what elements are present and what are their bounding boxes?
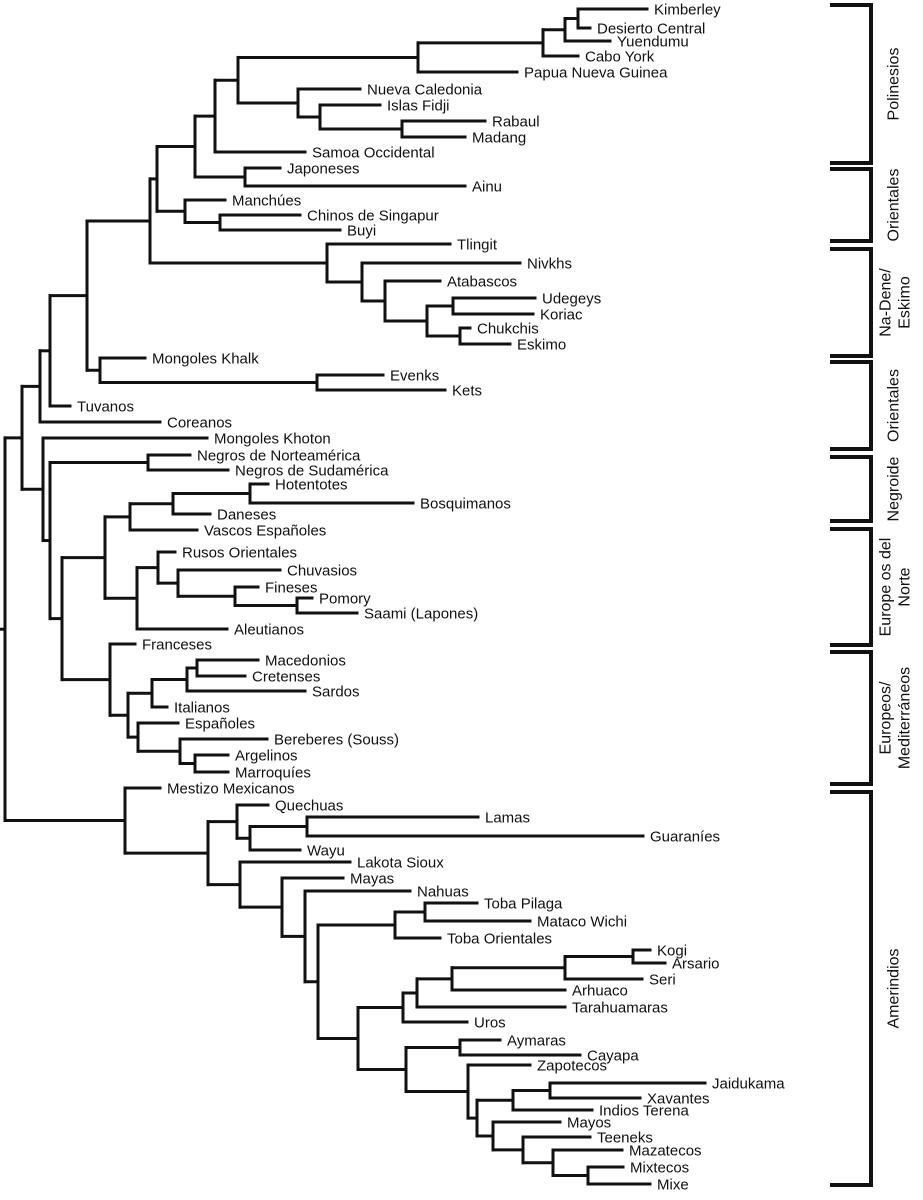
leaf-label-kogi: Kogi: [657, 942, 688, 960]
leaf-label-mataco-wichi: Mataco Wichi: [537, 913, 628, 931]
leaf-label-rusos-orientales: Rusos Orientales: [182, 544, 298, 562]
leaf-label-koriac: Koriac: [540, 306, 583, 324]
leaf-label-udegeys: Udegeys: [542, 290, 602, 308]
leaf-label-coreanos: Coreanos: [167, 414, 233, 432]
leaf-label-kets: Kets: [452, 382, 483, 400]
leaf-label-chuvasios: Chuvasios: [287, 562, 358, 580]
leaf-label-nahuas: Nahuas: [417, 883, 469, 901]
leaf-label-samoa-occidental: Samoa Occidental: [312, 144, 435, 162]
leaf-label-hotentotes: Hotentotes: [275, 476, 348, 494]
leaf-label-teeneks: Teeneks: [597, 1129, 653, 1147]
leaf-label-lamas: Lamas: [485, 809, 531, 827]
group-label-negroide: Negroide: [885, 456, 903, 522]
leaf-label-lakota-sioux: Lakota Sioux: [357, 854, 444, 872]
leaf-label-mixtecos: Mixtecos: [630, 1159, 690, 1177]
leaf-label-bosquimanos: Bosquimanos: [420, 495, 511, 513]
leaf-label-nueva-caledonia: Nueva Caledonia: [367, 81, 483, 99]
leaf-label-evenks: Evenks: [390, 367, 440, 385]
leaf-label-buyi: Buyi: [347, 222, 377, 240]
group-label-orientales: Orientales: [885, 369, 903, 442]
leaf-label-mongoles-khoton: Mongoles Khoton: [214, 430, 331, 448]
leaf-label-arhuaco: Arhuaco: [572, 982, 628, 1000]
leaf-label-madang: Madang: [472, 129, 527, 147]
leaf-label-marroquies: Marroquíes: [235, 764, 311, 782]
leaf-label-aymaras: Aymaras: [507, 1032, 566, 1050]
leaf-label-seri: Seri: [649, 971, 676, 989]
leaf-label-negros-de-sudamerica: Negros de Sudamérica: [235, 462, 389, 480]
leaf-label-fineses: Fineses: [265, 579, 318, 597]
group-label-orientales: Orientales: [885, 168, 903, 242]
leaf-label-desierto-central: Desierto Central: [597, 20, 706, 38]
leaf-label-mixe: Mixe: [657, 1176, 689, 1194]
leaf-label-guaranies: Guaraníes: [650, 828, 721, 846]
leaf-label-chinos-de-singapur: Chinos de Singapur: [307, 207, 439, 225]
leaf-label-yuendumu: Yuendumu: [617, 33, 689, 51]
leaf-label-tlingit: Tlingit: [457, 236, 498, 254]
leaf-label-quechuas: Quechuas: [275, 797, 344, 815]
leaf-label-argelinos: Argelinos: [235, 747, 298, 765]
leaf-label-sardos: Sardos: [312, 683, 360, 701]
group-label-europeos-mediterraneos-line1: Europeos/: [877, 681, 895, 755]
leaf-label-italianos: Italianos: [174, 699, 230, 717]
leaf-label-bereberes-souss: Bereberes (Souss): [274, 731, 400, 749]
leaf-label-espanoles: Españoles: [185, 715, 256, 733]
leaf-label-cayapa: Cayapa: [587, 1047, 639, 1065]
leaf-label-toba-pilaga: Toba Pilaga: [484, 895, 563, 913]
leaf-label-zapotecos: Zapotecos: [537, 1057, 608, 1075]
group-label-amerindios: Amerindios: [885, 948, 903, 1029]
leaf-label-mongoles-khalk: Mongoles Khalk: [152, 350, 259, 368]
leaf-label-nivkhs: Nivkhs: [527, 255, 573, 273]
leaf-label-cretenses: Cretenses: [252, 668, 321, 686]
leaf-label-tarahuamaras: Tarahuamaras: [572, 999, 668, 1017]
leaf-label-japoneses: Japoneses: [287, 160, 360, 178]
leaf-label-vascos-espanoles: Vascos Españoles: [204, 522, 327, 540]
leaf-label-franceses: Franceses: [142, 636, 213, 654]
leaf-label-arsario: Arsario: [672, 955, 720, 973]
leaf-label-xavantes: Xavantes: [647, 1090, 710, 1108]
group-label-europe-os-del-norte-line1: Europe os del: [877, 537, 895, 637]
leaf-label-ainu: Ainu: [472, 178, 503, 196]
leaf-label-wayu: Wayu: [307, 842, 345, 860]
leaf-label-uros: Uros: [474, 1014, 506, 1032]
leaf-label-pomory: Pomory: [319, 590, 371, 608]
leaf-label-cabo-york: Cabo York: [585, 48, 655, 66]
leaf-label-aleutianos: Aleutianos: [234, 621, 305, 639]
leaf-label-eskimo: Eskimo: [517, 336, 567, 354]
leaf-label-islas-fidji: Islas Fidji: [387, 97, 450, 115]
leaf-label-indios-terena: Indios Terena: [599, 1102, 689, 1120]
leaf-label-kimberley: Kimberley: [654, 1, 721, 19]
group-label-europe-os-del-norte-line2: Norte: [896, 567, 914, 607]
leaf-label-tuvanos: Tuvanos: [77, 398, 134, 416]
leaf-label-mazatecos: Mazatecos: [629, 1142, 702, 1160]
leaf-label-negros-de-norteamerica: Negros de Norteamérica: [197, 447, 361, 465]
leaf-label-chukchis: Chukchis: [477, 320, 539, 338]
leaf-label-toba-orientales: Toba Orientales: [447, 930, 553, 948]
leaf-label-manchues: Manchúes: [232, 192, 302, 210]
leaf-label-jaidukama: Jaidukama: [712, 1075, 785, 1093]
leaf-label-papua-nueva-guinea: Papua Nueva Guinea: [524, 64, 668, 82]
group-label-na-dene-eskimo-line2: Eskimo: [896, 276, 914, 329]
group-label-europeos-mediterraneos-line2: Mediterráneos: [896, 666, 914, 770]
group-label-na-dene-eskimo-line1: Na-Dene/: [877, 268, 895, 337]
leaf-label-macedonios: Macedonios: [265, 652, 346, 670]
leaf-label-atabascos: Atabascos: [447, 273, 518, 291]
leaf-label-saami-lapones: Saami (Lapones): [364, 605, 479, 623]
leaf-label-mestizo-mexicanos: Mestizo Mexicanos: [167, 780, 295, 798]
leaf-label-mayos: Mayos: [567, 1114, 612, 1132]
leaf-label-daneses: Daneses: [217, 506, 277, 524]
leaf-label-mayas: Mayas: [350, 870, 395, 888]
leaf-label-rabaul: Rabaul: [492, 113, 540, 131]
group-label-polinesios: Polinesios: [885, 47, 903, 121]
